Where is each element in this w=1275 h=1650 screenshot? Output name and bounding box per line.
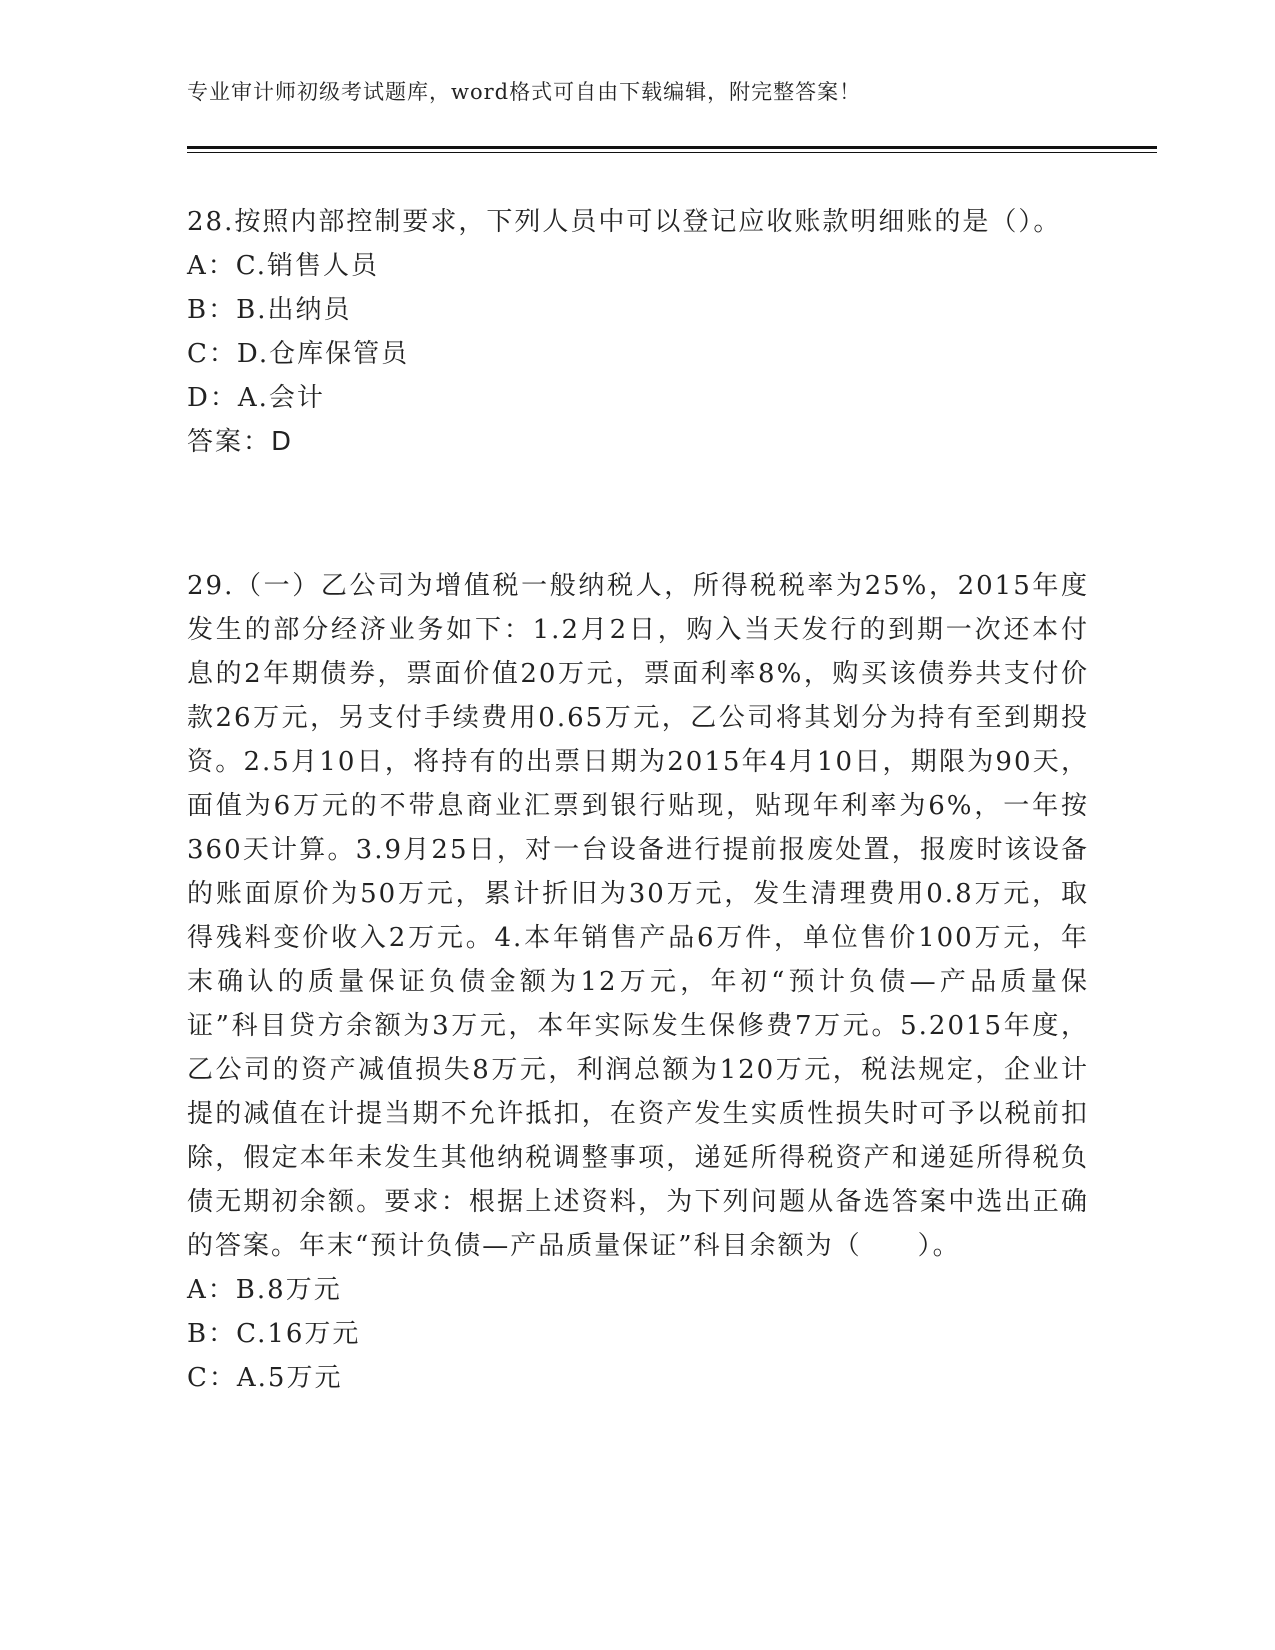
question-29: [187, 564, 1089, 1400]
option-a: A：C.销售人员: [187, 251, 380, 281]
page-header: 专业审计师初级考试题库，word格式可自由下载编辑，附完整答案！: [187, 80, 862, 104]
question-stem: 28.按照内部控制要求，下列人员中可以登记应收账款明细账的是（）。: [187, 207, 1062, 237]
option-b: B：C.16万元: [187, 1319, 361, 1349]
question-28: [187, 200, 1087, 464]
option-c: C：A.5万元: [187, 1363, 343, 1393]
option-b: B：B.出纳员: [187, 295, 352, 325]
option-a: A：B.8万元: [187, 1275, 342, 1305]
question-stem: 29.（一）乙公司为增值税一般纳税人，所得税税率为25%，2015年度发生的部分经济业务如下：1.2月2日，购入当天发行的到期一次还本付息的2年期债券，票面价值20万元，票面利率8%，购买该债券共支付价款26万元，另支付手续费用0.65万元，乙公司将其划分为持有至到期投资。2.5月10日，将持有的出票日期为2015年4月10日，期限为90天，面值为6万元的不带息商业汇票到银行贴现，贴现年利率为6%，一年按360天计算。3.9月25日，对一台设备进行提前报废处置，报废时该设备的账面原价为50万元，累计折旧为30万元，发生清理费用0.8万元，取得残料变价收入2万元。4.本年销售产品6万件，单位售价100万元，年末确认的质量保证负债金额为12万元，年初“预计负债—产品质量保证”科目贷方余额为3万元，本年实际发生保修费7万元。5.2015年度，乙公司的资产减值损失8万元，利润总额为120万元，税法规定，企业计提的减值在计提当期不允许抵扣，在资产发生实质性损失时可予以税前扣除，假定本年未发生其他纳税调整事项，递延所得税资产和递延所得税负债无期初余额。要求：根据上述资料，为下列问题从备选答案中选出正确的答案。年末“预计负债—产品质量保证”科目余额为（ ）。: [187, 571, 1089, 1261]
header-divider-thin: [187, 152, 1157, 153]
answer-text: 答案：D: [187, 427, 294, 457]
option-d: D：A.会计: [187, 383, 325, 413]
header-divider-thick: [187, 146, 1157, 149]
option-c: C：D.仓库保管员: [187, 339, 410, 369]
